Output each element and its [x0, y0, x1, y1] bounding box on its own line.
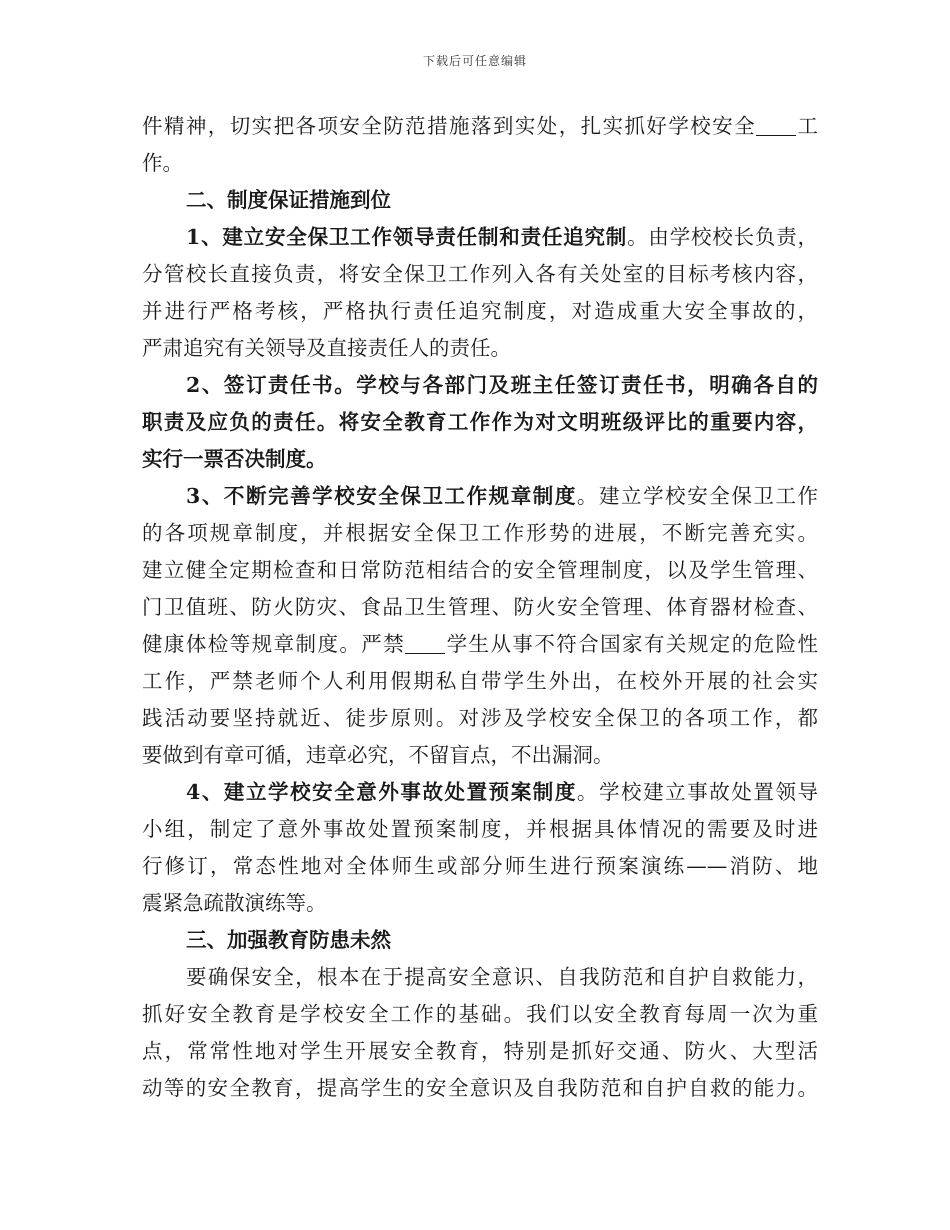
fill-in-blank [756, 115, 796, 137]
text-line: 工作，严禁老师个人利用假期私自带学生外出，在校外开展的社会实 [142, 669, 818, 693]
text-segment: 。建立学校安全保卫工作 [576, 484, 819, 508]
text-line: 小组，制定了意外事故处置预案制度，并根据具体情况的需要及时进 [142, 817, 818, 841]
bold-lead: 4、建立学校安全意外事故处置预案制度 [186, 780, 577, 804]
text-line: 要确保安全，根本在于提高安全意识、自我防范和自护自救能力， [186, 965, 818, 989]
section-heading: 二、制度保证措施到位 [186, 188, 391, 212]
text-segment: 。学校建立事故处置领导 [576, 780, 819, 804]
bold-lead: 1、建立安全保卫工作领导责任制和责任追究制 [186, 225, 628, 249]
text-line: 要做到有章可循，违章必究，不留盲点，不出漏洞。 [142, 743, 614, 767]
text-line: 严肃追究有关领导及直接责任人的责任。 [142, 336, 511, 360]
document-body [142, 108, 818, 1107]
text-segment: 。由学校校长负责， [627, 225, 819, 249]
text-line: 抓好安全教育是学校安全工作的基础。我们以安全教育每周一次为重 [142, 1002, 818, 1026]
text-segment: 工 [796, 114, 819, 138]
text-line [142, 478, 818, 515]
text-line [142, 108, 818, 145]
text-segment: 学生从事不符合国家有关规定的危险性 [445, 632, 818, 656]
text-line: 并进行严格考核，严格执行责任追究制度，对造成重大安全事故的， [142, 299, 818, 323]
text-line: 职责及应负的责任。将安全教育工作作为对文明班级评比的重要内容， [142, 410, 818, 434]
section-heading: 三、加强教育防患未然 [186, 928, 391, 952]
text-line [142, 219, 818, 256]
bold-lead: 3、不断完善学校安全保卫工作规章制度 [186, 484, 577, 508]
text-line [142, 774, 818, 811]
text-line: 实行一票否决制度。 [142, 447, 327, 471]
text-line [142, 626, 818, 663]
text-line: 践活动要坚持就近、徒步原则。对涉及学校安全保卫的各项工作，都 [142, 706, 818, 730]
text-line: 动等的安全教育，提高学生的安全意识及自我防范和自护自救的能力。 [142, 1076, 818, 1100]
text-line: 门卫值班、防火防灾、食品卫生管理、防火安全管理、体育器材检查、 [142, 595, 818, 619]
fill-in-blank [405, 633, 445, 655]
text-segment: 件精神，切实把各项安全防范措施落到实处，扎实抓好学校安全 [142, 114, 757, 138]
text-line: 作。 [142, 151, 183, 175]
text-line: 行修订，常态性地对全体师生或部分师生进行预案演练——消防、地 [142, 854, 818, 878]
text-line: 点，常常性地对学生开展安全教育，特别是抓好交通、防火、大型活 [142, 1039, 818, 1063]
text-line: 震紧急疏散演练等。 [142, 891, 327, 915]
text-line: 的各项规章制度，并根据安全保卫工作形势的进展，不断完善充实。 [142, 521, 818, 545]
text-line: 建立健全定期检查和日常防范相结合的安全管理制度，以及学生管理、 [142, 558, 818, 582]
text-line: 2、签订责任书。学校与各部门及班主任签订责任书，明确各自的 [186, 373, 818, 397]
text-segment: 健康体检等规章制度。严禁 [142, 632, 406, 656]
page-header: 下载后可任意编辑 [422, 54, 527, 68]
text-line: 分管校长直接负责，将安全保卫工作列入各有关处室的目标考核内容， [142, 262, 818, 286]
